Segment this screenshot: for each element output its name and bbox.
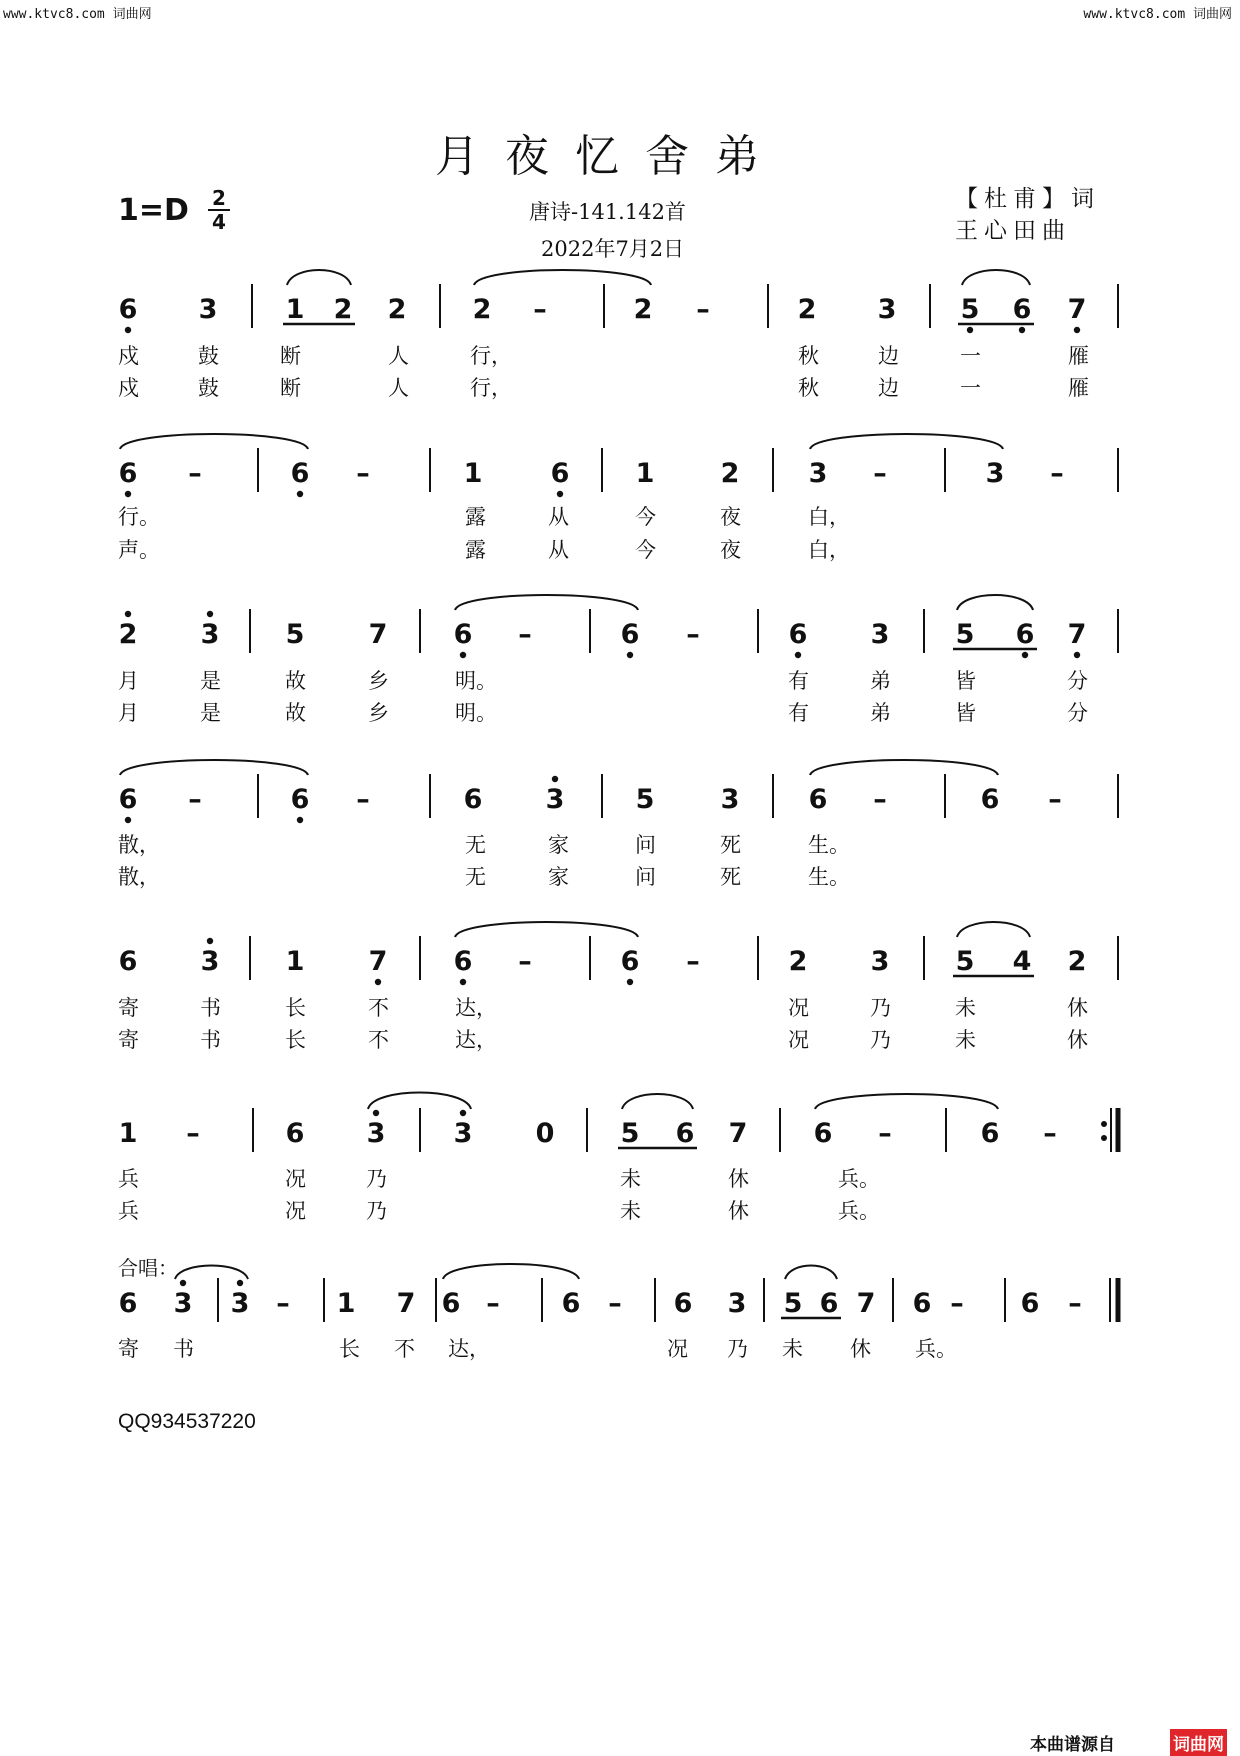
lyric-line1-r0-3: 人 xyxy=(388,344,409,368)
lyric-line2-r0-6: 边 xyxy=(878,376,899,400)
octave-dot xyxy=(557,491,563,497)
note-r0-9: 2 xyxy=(797,294,817,325)
lyric-line1-r2-6: 弟 xyxy=(870,669,891,693)
note-r4-1: 3 xyxy=(200,946,220,977)
repeat-dot xyxy=(1101,1135,1107,1141)
slur-arc xyxy=(815,1094,998,1109)
octave-dot xyxy=(460,652,466,658)
repeat-dot xyxy=(1101,1121,1107,1127)
composer-credit: 王心田曲 xyxy=(955,218,1071,244)
note-r3-10: 6 xyxy=(980,784,1000,815)
lyric-line1-r4-5: 况 xyxy=(788,996,809,1020)
lyric-line1-r5-2: 乃 xyxy=(366,1167,387,1191)
note-r6-0: 6 xyxy=(118,1288,138,1319)
note-r2-2: 5 xyxy=(285,619,305,650)
lyric-line2-r3-3: 问 xyxy=(635,865,656,889)
note-r6-18: – xyxy=(1068,1288,1082,1319)
note-r1-7: 2 xyxy=(720,458,740,489)
note-r3-1: – xyxy=(188,784,202,815)
octave-dot xyxy=(460,1110,466,1116)
lyric-line1-r0-2: 断 xyxy=(280,344,301,368)
note-r0-6: – xyxy=(533,294,547,325)
lyric-line2-r2-7: 皆 xyxy=(955,701,976,725)
lyric-line2-r0-1: 鼓 xyxy=(198,376,219,400)
note-r2-6: 6 xyxy=(620,619,640,650)
lyric-line2-r4-5: 况 xyxy=(788,1028,809,1052)
time-signature-numerator: 2 xyxy=(212,186,226,210)
note-r1-5: 6 xyxy=(550,458,570,489)
note-r2-7: – xyxy=(686,619,700,650)
note-r0-7: 2 xyxy=(633,294,653,325)
lyric-line2-r0-2: 断 xyxy=(280,376,301,400)
chorus-label: 合唱： xyxy=(118,1256,178,1280)
lyric-line2-r4-4: 达， xyxy=(455,1028,497,1052)
lyric-line2-r3-4: 死 xyxy=(720,865,741,889)
lyric-line2-r4-1: 书 xyxy=(200,1028,221,1052)
lyric-line1-r6-8: 休 xyxy=(850,1337,871,1361)
note-r6-17: 6 xyxy=(1020,1288,1040,1319)
note-r0-12: 6 xyxy=(1012,294,1032,325)
lyric-line2-r5-2: 乃 xyxy=(366,1199,387,1223)
lyric-line1-r5-0: 兵 xyxy=(118,1167,139,1191)
octave-dot xyxy=(297,491,303,497)
lyric-line1-r6-0: 寄 xyxy=(118,1337,139,1361)
slur-arc xyxy=(443,1264,579,1279)
note-r3-11: – xyxy=(1048,784,1062,815)
lyric-line2-r3-2: 家 xyxy=(548,865,569,889)
lyric-line2-r0-8: 雁 xyxy=(1068,376,1089,400)
octave-dot xyxy=(627,979,633,985)
lyric-line2-r1-5: 白， xyxy=(808,538,850,562)
octave-dot xyxy=(627,652,633,658)
lyric-line2-r1-2: 从 xyxy=(548,538,569,562)
note-r1-9: – xyxy=(873,458,887,489)
note-r0-5: 2 xyxy=(472,294,492,325)
octave-dot xyxy=(967,327,973,333)
note-r0-4: 2 xyxy=(387,294,407,325)
lyric-line2-r3-0: 散， xyxy=(118,865,160,889)
note-r5-6: 5 xyxy=(620,1118,640,1149)
note-r2-8: 6 xyxy=(788,619,808,650)
note-r3-8: 6 xyxy=(808,784,828,815)
note-r6-6: 6 xyxy=(441,1288,461,1319)
subtitle: 唐诗-141.142首 xyxy=(529,200,686,224)
lyric-line1-r6-6: 乃 xyxy=(727,1337,748,1361)
note-r0-13: 7 xyxy=(1067,294,1087,325)
note-r6-2: 3 xyxy=(230,1288,250,1319)
slur-arc xyxy=(622,1094,693,1109)
note-r5-0: 1 xyxy=(118,1118,138,1149)
time-signature-denominator: 4 xyxy=(212,210,226,234)
note-r2-10: 5 xyxy=(955,619,975,650)
lyric-line1-r4-0: 寄 xyxy=(118,996,139,1020)
note-r1-6: 1 xyxy=(635,458,655,489)
note-r6-11: 3 xyxy=(727,1288,747,1319)
lyric-line1-r6-1: 书 xyxy=(173,1337,194,1361)
lyric-line1-r2-8: 分 xyxy=(1067,669,1088,693)
lyric-line2-r5-1: 况 xyxy=(285,1199,306,1223)
footer-source-label: 本曲谱源自 xyxy=(1030,1735,1115,1755)
slur-arc xyxy=(785,1266,837,1280)
lyric-line1-r2-3: 乡 xyxy=(368,669,389,693)
lyric-line2-r1-4: 夜 xyxy=(720,538,741,562)
slur-arc xyxy=(810,760,998,775)
note-r4-0: 6 xyxy=(118,946,138,977)
lyric-line2-r0-7: 一 xyxy=(960,376,981,400)
slur-arc xyxy=(120,434,308,449)
note-r3-2: 6 xyxy=(290,784,310,815)
lyric-line2-r4-2: 长 xyxy=(285,1028,306,1052)
note-r3-9: – xyxy=(873,784,887,815)
lyric-line2-r3-5: 生。 xyxy=(808,865,850,889)
note-r5-8: 7 xyxy=(728,1118,748,1149)
note-r6-5: 7 xyxy=(396,1288,416,1319)
octave-dot xyxy=(1074,652,1080,658)
lyric-line2-r4-3: 不 xyxy=(368,1028,389,1052)
note-r6-10: 6 xyxy=(673,1288,693,1319)
note-r3-0: 6 xyxy=(118,784,138,815)
slur-arc xyxy=(957,595,1033,610)
lyric-line2-r1-3: 今 xyxy=(635,538,656,562)
octave-dot xyxy=(373,1110,379,1116)
note-r6-1: 3 xyxy=(173,1288,193,1319)
lyric-line1-r6-4: 达， xyxy=(448,1337,490,1361)
lyric-line2-r4-0: 寄 xyxy=(118,1028,139,1052)
note-r4-12: 2 xyxy=(1067,946,1087,977)
lyric-line2-r0-0: 戍 xyxy=(118,376,139,400)
lyric-line1-r2-1: 是 xyxy=(200,669,221,693)
lyric-line2-r2-2: 故 xyxy=(285,701,306,725)
slur-arc xyxy=(120,760,308,775)
lyric-line1-r1-1: 露 xyxy=(465,505,486,529)
lyric-line1-r3-5: 生。 xyxy=(808,833,850,857)
octave-dot xyxy=(180,1280,186,1286)
note-r4-2: 1 xyxy=(285,946,305,977)
slur-arc xyxy=(962,270,1030,285)
lyric-line1-r0-8: 雁 xyxy=(1068,344,1089,368)
lyric-line1-r6-7: 未 xyxy=(782,1337,803,1361)
lyric-line1-r3-3: 问 xyxy=(635,833,656,857)
note-r2-1: 3 xyxy=(200,619,220,650)
octave-dot xyxy=(1019,327,1025,333)
footer-brand: 词曲网 xyxy=(1170,1729,1227,1756)
note-r2-11: 6 xyxy=(1015,619,1035,650)
lyric-line2-r1-0: 声。 xyxy=(118,538,160,562)
note-r4-4: 6 xyxy=(453,946,473,977)
slur-arc xyxy=(455,922,638,937)
lyric-line2-r2-3: 乡 xyxy=(368,701,389,725)
note-r2-12: 7 xyxy=(1067,619,1087,650)
octave-dot xyxy=(1074,327,1080,333)
slur-arc xyxy=(368,1093,471,1110)
slur-arc xyxy=(810,434,1003,449)
lyric-line1-r0-4: 行， xyxy=(470,344,512,368)
header-site-left: www.ktvc8.com 词曲网 xyxy=(3,7,152,22)
note-r5-4: 3 xyxy=(453,1118,473,1149)
lyric-line1-r1-2: 从 xyxy=(548,505,569,529)
note-r2-4: 6 xyxy=(453,619,473,650)
note-r3-5: 3 xyxy=(545,784,565,815)
note-r6-14: 7 xyxy=(856,1288,876,1319)
key-signature: 1=D xyxy=(118,193,189,228)
lyric-line2-r2-8: 分 xyxy=(1067,701,1088,725)
note-r4-11: 4 xyxy=(1012,946,1032,977)
note-r6-12: 5 xyxy=(783,1288,803,1319)
note-r6-3: – xyxy=(276,1288,290,1319)
octave-dot xyxy=(375,979,381,985)
note-r4-10: 5 xyxy=(955,946,975,977)
lyric-line2-r0-4: 行， xyxy=(470,376,512,400)
octave-dot xyxy=(125,611,131,617)
lyric-line1-r4-2: 长 xyxy=(285,996,306,1020)
note-r6-16: – xyxy=(950,1288,964,1319)
lyric-line1-r2-2: 故 xyxy=(285,669,306,693)
lyric-line2-r4-7: 未 xyxy=(955,1028,976,1052)
lyric-line1-r4-7: 未 xyxy=(955,996,976,1020)
note-r2-3: 7 xyxy=(368,619,388,650)
lyric-line1-r3-0: 散， xyxy=(118,833,160,857)
lyric-line1-r5-1: 况 xyxy=(285,1167,306,1191)
slur-arc xyxy=(455,595,638,610)
note-r5-3: 3 xyxy=(366,1118,386,1149)
note-r5-9: 6 xyxy=(813,1118,833,1149)
lyric-line1-r4-1: 书 xyxy=(200,996,221,1020)
lyric-line2-r4-6: 乃 xyxy=(870,1028,891,1052)
note-r1-4: 1 xyxy=(463,458,483,489)
lyric-line1-r2-0: 月 xyxy=(118,669,139,693)
lyric-line1-r5-4: 休 xyxy=(728,1167,749,1191)
note-r5-2: 6 xyxy=(285,1118,305,1149)
note-r1-0: 6 xyxy=(118,458,138,489)
note-r5-11: 6 xyxy=(980,1118,1000,1149)
note-r6-8: 6 xyxy=(561,1288,581,1319)
octave-dot xyxy=(552,776,558,782)
lyric-line1-r0-0: 戍 xyxy=(118,344,139,368)
lyric-line1-r6-5: 况 xyxy=(667,1337,688,1361)
lyric-line1-r6-3: 不 xyxy=(394,1337,415,1361)
lyric-line2-r2-5: 有 xyxy=(788,701,809,725)
note-r0-2: 1 xyxy=(285,294,305,325)
lyric-line1-r3-2: 家 xyxy=(548,833,569,857)
song-title: 月夜忆舍弟 xyxy=(435,131,785,182)
lyric-line2-r5-4: 休 xyxy=(728,1199,749,1223)
lyric-line2-r5-0: 兵 xyxy=(118,1199,139,1223)
lyric-line2-r1-1: 露 xyxy=(465,538,486,562)
lyric-line1-r1-3: 今 xyxy=(635,505,656,529)
note-r5-1: – xyxy=(186,1118,200,1149)
octave-dot xyxy=(207,938,213,944)
contact-qq: QQ934537220 xyxy=(118,1410,256,1433)
note-r1-10: 3 xyxy=(985,458,1005,489)
lyric-line1-r0-1: 鼓 xyxy=(198,344,219,368)
note-r2-0: 2 xyxy=(118,619,138,650)
note-r5-5: 0 xyxy=(535,1118,555,1149)
note-r4-6: 6 xyxy=(620,946,640,977)
note-r0-1: 3 xyxy=(198,294,218,325)
lyric-line1-r1-4: 夜 xyxy=(720,505,741,529)
lyric-line2-r2-6: 弟 xyxy=(870,701,891,725)
lyric-line1-r2-5: 有 xyxy=(788,669,809,693)
note-r4-7: – xyxy=(686,946,700,977)
note-r3-7: 3 xyxy=(720,784,740,815)
note-r5-10: – xyxy=(878,1118,892,1149)
slur-arc xyxy=(957,922,1030,937)
note-r2-9: 3 xyxy=(870,619,890,650)
lyricist-credit: 【杜甫】词 xyxy=(955,186,1100,212)
lyric-line1-r6-9: 兵。 xyxy=(915,1337,957,1361)
lyric-line2-r0-5: 秋 xyxy=(798,376,819,400)
octave-dot xyxy=(1022,652,1028,658)
note-r0-10: 3 xyxy=(877,294,897,325)
lyric-line1-r0-5: 秋 xyxy=(798,344,819,368)
octave-dot xyxy=(795,652,801,658)
lyric-line2-r2-4: 明。 xyxy=(455,701,497,725)
lyric-line2-r2-0: 月 xyxy=(118,701,139,725)
note-r5-7: 6 xyxy=(675,1118,695,1149)
note-r4-9: 3 xyxy=(870,946,890,977)
header-site-right: www.ktvc8.com 词曲网 xyxy=(1083,7,1232,22)
octave-dot xyxy=(297,817,303,823)
note-r6-4: 1 xyxy=(336,1288,356,1319)
note-r4-5: – xyxy=(518,946,532,977)
octave-dot xyxy=(460,979,466,985)
lyric-line1-r1-0: 行。 xyxy=(118,505,160,529)
slur-arc xyxy=(474,270,651,285)
lyric-line2-r5-3: 未 xyxy=(620,1199,641,1223)
note-r6-9: – xyxy=(608,1288,622,1319)
lyric-line2-r4-8: 休 xyxy=(1067,1028,1088,1052)
lyric-line1-r3-4: 死 xyxy=(720,833,741,857)
lyric-line2-r3-1: 无 xyxy=(465,865,486,889)
note-r1-11: – xyxy=(1050,458,1064,489)
note-r6-13: 6 xyxy=(819,1288,839,1319)
note-r6-15: 6 xyxy=(912,1288,932,1319)
note-r2-5: – xyxy=(518,619,532,650)
lyric-line1-r4-4: 达， xyxy=(455,996,497,1020)
slur-arc xyxy=(287,270,351,285)
note-r3-4: 6 xyxy=(463,784,483,815)
lyric-line1-r4-8: 休 xyxy=(1067,996,1088,1020)
lyric-line1-r3-1: 无 xyxy=(465,833,486,857)
octave-dot xyxy=(207,611,213,617)
note-r4-3: 7 xyxy=(368,946,388,977)
lyric-line2-r5-5: 兵。 xyxy=(838,1199,880,1223)
lyric-line1-r4-3: 不 xyxy=(368,996,389,1020)
octave-dot xyxy=(237,1280,243,1286)
lyric-line1-r4-6: 乃 xyxy=(870,996,891,1020)
note-r1-8: 3 xyxy=(808,458,828,489)
slur-arc xyxy=(175,1266,248,1280)
date: 2022年7月2日 xyxy=(541,237,685,261)
note-r0-11: 5 xyxy=(960,294,980,325)
lyric-line1-r6-2: 长 xyxy=(339,1337,360,1361)
note-r3-6: 5 xyxy=(635,784,655,815)
note-r4-8: 2 xyxy=(788,946,808,977)
note-r6-7: – xyxy=(486,1288,500,1319)
note-r1-1: – xyxy=(188,458,202,489)
lyric-line1-r2-4: 明。 xyxy=(455,669,497,693)
octave-dot xyxy=(125,327,131,333)
lyric-line1-r1-5: 白， xyxy=(808,505,850,529)
note-r1-3: – xyxy=(356,458,370,489)
octave-dot xyxy=(125,491,131,497)
lyric-line2-r0-3: 人 xyxy=(388,376,409,400)
lyric-line1-r0-6: 边 xyxy=(878,344,899,368)
note-r0-3: 2 xyxy=(333,294,353,325)
note-r1-2: 6 xyxy=(290,458,310,489)
lyric-line1-r5-5: 兵。 xyxy=(838,1167,880,1191)
lyric-line1-r2-7: 皆 xyxy=(955,669,976,693)
octave-dot xyxy=(125,817,131,823)
note-r5-12: – xyxy=(1043,1118,1057,1149)
note-r3-3: – xyxy=(356,784,370,815)
note-r0-0: 6 xyxy=(118,294,138,325)
lyric-line1-r5-3: 未 xyxy=(620,1167,641,1191)
note-r0-8: – xyxy=(696,294,710,325)
lyric-line2-r2-1: 是 xyxy=(200,701,221,725)
lyric-line1-r0-7: 一 xyxy=(960,344,981,368)
